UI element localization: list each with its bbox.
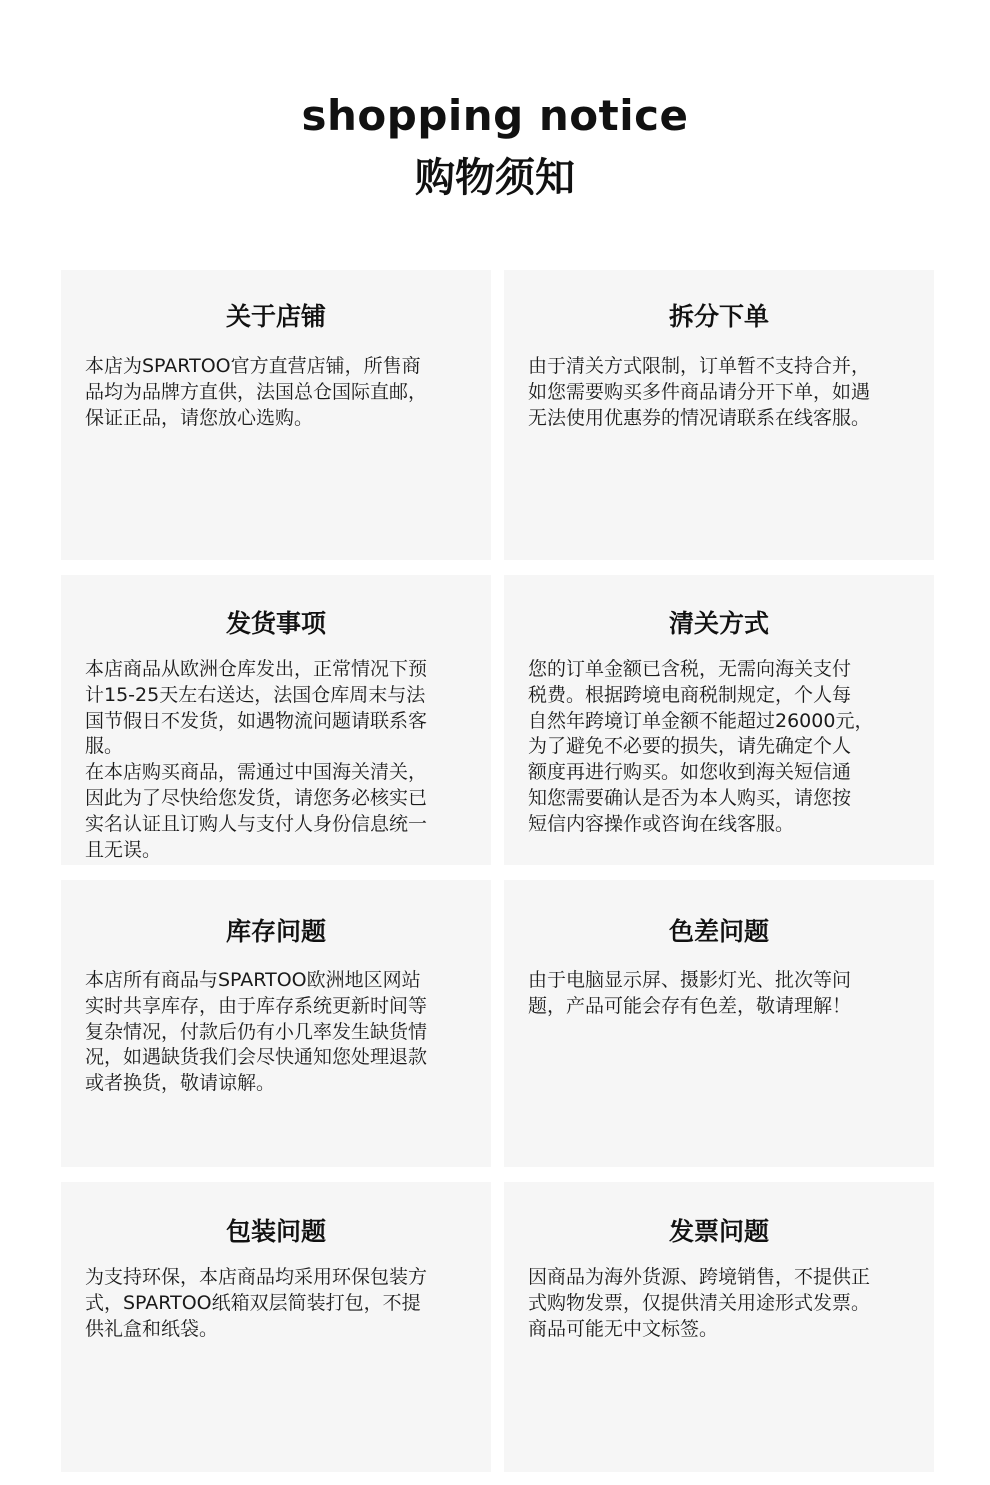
notice-card-store-info bbox=[61, 270, 491, 560]
card-title: 拆分下单 bbox=[668, 302, 769, 331]
card-body: 因商品为海外货源、跨境销售，不提供正 式购物发票，仅提供清关用途形式发票。 商品可能无中文标签。 bbox=[528, 1266, 871, 1340]
card-body: 您的订单金额已含税，无需向海关支付 税费。根据跨境电商税制规定，个人每 自然年跨境订单金额不能超过26000元， 为了避免不必要的损失，请先确定个人 额度再进行购买。如您收到海关短信通 知您需要确认是否为本人购买，请您按 短信内容操作或咨询在线客服。 bbox=[528, 658, 874, 835]
card-body: 本店为SPARTOO官方直营店铺，所售商 品均为品牌方直供，法国总仓国际直邮， 保证正品，请您放心选购。 bbox=[85, 355, 428, 429]
notice-card-color-difference bbox=[504, 880, 934, 1167]
card-title: 清关方式 bbox=[668, 609, 769, 638]
page-title-english: shopping notice bbox=[301, 91, 689, 140]
notice-card-invoice bbox=[504, 1182, 934, 1472]
page-title-chinese: 购物须知 bbox=[415, 155, 575, 201]
card-body: 由于电脑显示屏、摄影灯光、批次等问 题，产品可能会存有色差，敬请理解！ bbox=[528, 969, 852, 1017]
card-body: 本店商品从欧洲仓库发出，正常情况下预 计15-25天左右送达，法国仓库周末与法 国节假日不发货，如遇物流问题请联系客 服。 在本店购买商品，需通过中国海关清关， 因此为了尽快给您发货，请您务必核实已 实名认证且订购人与支付人身份信息统一 且无误。 bbox=[85, 658, 428, 861]
card-body: 本店所有商品与SPARTOO欧洲地区网站 实时共享库存，由于库存系统更新时间等 复杂情况，付款后仍有小几率发生缺货情 况，如遇缺货我们会尽快通知您处理退款 或者换货，敬请谅解。 bbox=[85, 969, 428, 1095]
card-title: 发票问题 bbox=[668, 1217, 769, 1246]
notice-card-customs bbox=[504, 575, 934, 865]
card-title: 关于店铺 bbox=[225, 302, 326, 331]
card-body: 为支持环保，本店商品均采用环保包装方 式，SPARTOO纸箱双层简装打包，不提 供礼盒和纸袋。 bbox=[85, 1266, 428, 1340]
card-body: 由于清关方式限制，订单暂不支持合并， 如您需要购买多件商品请分开下单，如遇 无法使用优惠券的情况请联系在线客服。 bbox=[528, 355, 871, 429]
card-title: 包装问题 bbox=[225, 1217, 326, 1246]
notice-card-split-order bbox=[504, 270, 934, 560]
card-title: 发货事项 bbox=[225, 609, 326, 638]
notice-card-inventory bbox=[61, 880, 491, 1167]
card-title: 库存问题 bbox=[225, 917, 326, 946]
notice-card-packaging bbox=[61, 1182, 491, 1472]
notice-card-shipping bbox=[61, 575, 491, 865]
page-header bbox=[0, 0, 990, 240]
card-title: 色差问题 bbox=[668, 917, 769, 946]
